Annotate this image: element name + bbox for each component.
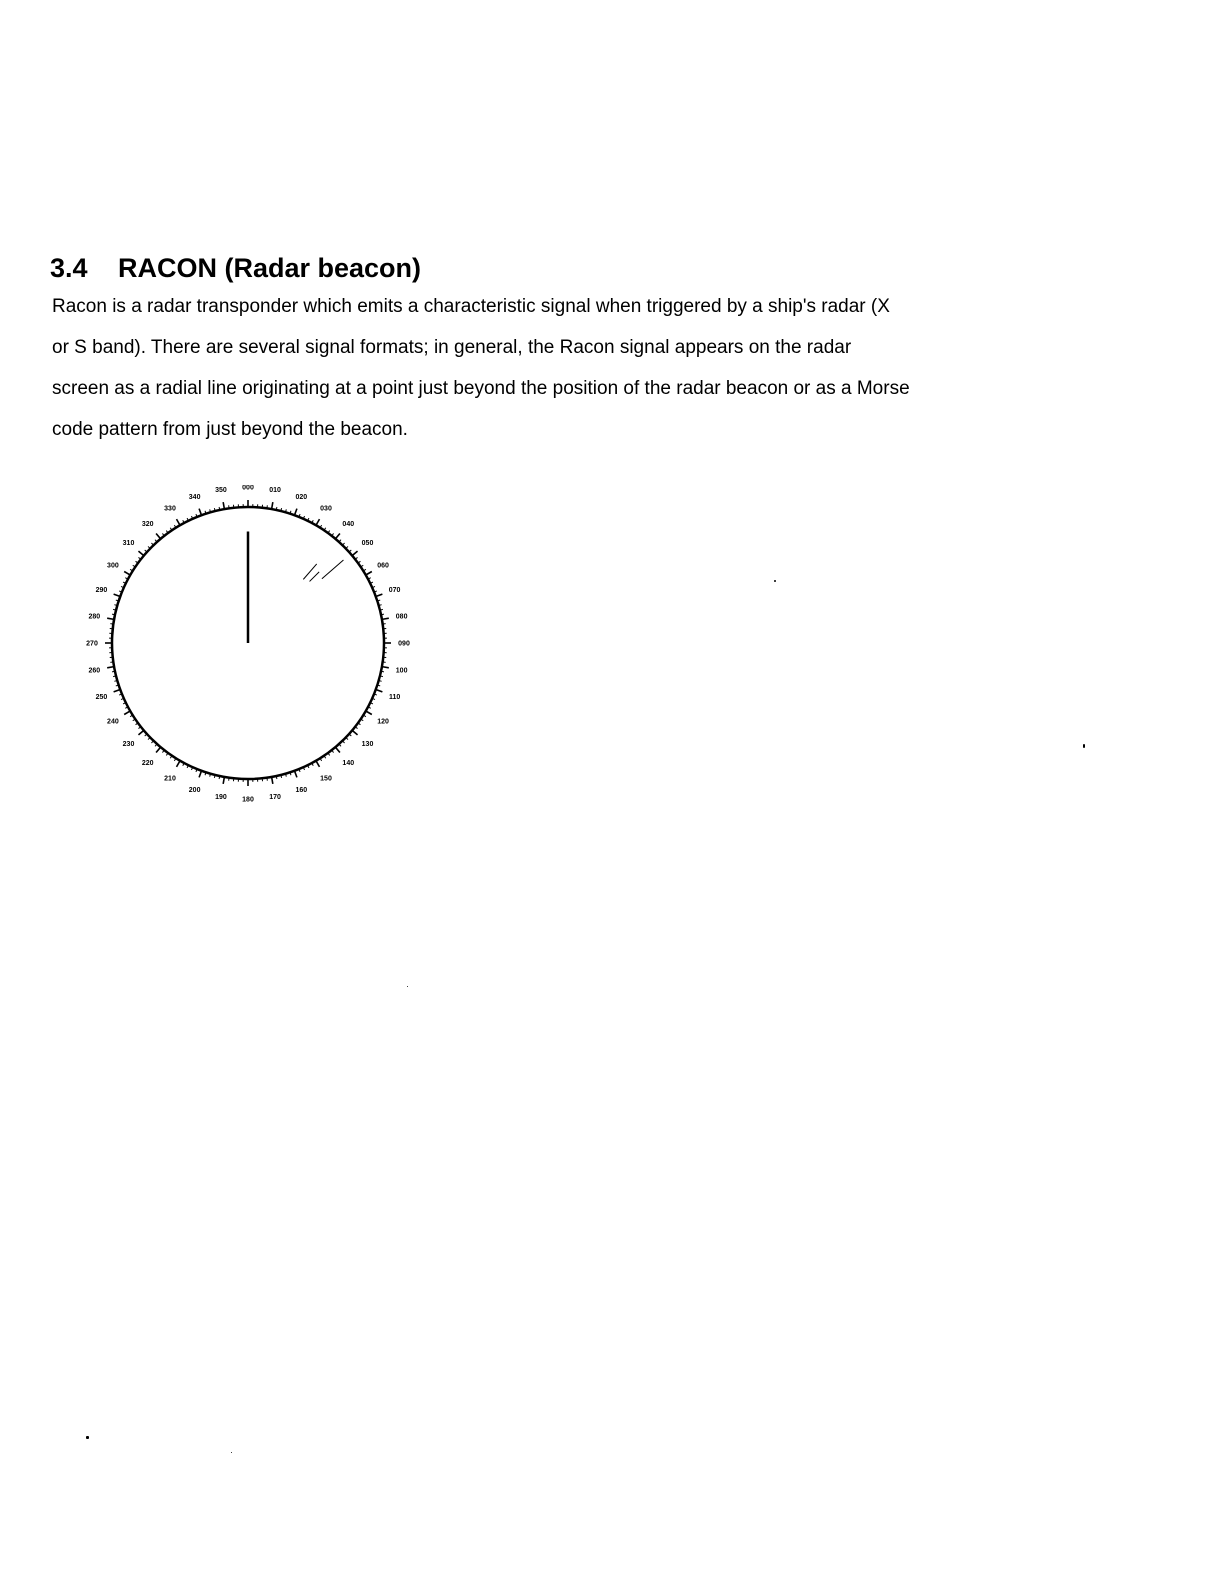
bearing-label: 080 [395,613,408,621]
body-paragraph [52,286,1002,450]
bearing-tick [276,776,277,779]
bearing-label: 160 [295,787,308,795]
bearing-tick [113,676,116,677]
bearing-tick [376,594,383,596]
bearing-label: 070 [388,587,401,595]
bearing-label: 150 [320,775,332,783]
bearing-label: 350 [215,486,227,494]
bearing-tick [138,730,143,735]
bearing-tick [281,508,282,511]
bearing-tick [199,771,201,778]
bearing-tick [295,509,297,516]
bearing-label: 130 [361,740,374,748]
bearing-label: 090 [398,640,410,648]
bearing-tick [381,671,384,672]
bearing-label: 050 [361,540,374,548]
bearing-label: 280 [88,613,101,621]
bearing-label: 340 [188,493,201,501]
bearing-tick [381,614,384,615]
bearing-tick [124,572,130,576]
bearing-label: 120 [377,718,389,726]
bearing-tick [380,676,383,677]
bearing-label: 330 [164,505,176,513]
bearing-tick [366,711,372,715]
bearing-tick [316,761,320,767]
scan-speck [231,1452,232,1453]
bearing-tick [276,507,277,510]
bearing-label: 030 [320,505,332,513]
bearing-tick [316,519,320,525]
scan-speck [407,986,408,987]
bearing-tick [281,775,282,778]
bearing-label: 260 [88,667,101,675]
bearing-tick [380,609,383,610]
bearing-tick [199,509,201,516]
bearing-tick [214,775,215,778]
bearing-label: 020 [295,493,308,501]
bearing-label: 320 [141,521,154,528]
bearing-label: 200 [188,787,201,795]
bearing-label: 040 [342,521,355,528]
body-line: Racon is a radar transponder which emits a characteristic signal when triggered by a ship's radar (X [52,296,890,317]
bearing-label: 310 [122,540,135,548]
bearing-tick [177,519,181,525]
bearing-label: 220 [141,760,154,767]
bearing-tick [376,690,383,692]
body-line: code pattern from just beyond the beacon. [52,419,408,440]
scan-speck [86,1436,89,1439]
bearing-tick [156,747,161,752]
body-line: screen as a radial line originating at a point just beyond the position of the radar beacon or as a Morse [52,378,910,399]
bearing-label: 060 [377,562,389,570]
bearing-tick [366,572,372,576]
racon-morse-mark [310,572,320,582]
radar-screen-figure [80,485,420,805]
bearing-label: 190 [215,794,227,802]
bearing-label: 000 [242,485,254,492]
bearing-tick [156,533,161,538]
section-title: RACON (Radar beacon) [118,253,422,283]
bearing-label: 240 [107,718,119,726]
bearing-label: 250 [95,693,108,701]
body-line: or S band). There are several signal formats; in general, the Racon signal appears on the radar [52,337,852,358]
bearing-label: 140 [342,760,355,767]
bearing-label: 100 [395,667,408,675]
bearing-tick [219,507,220,510]
racon-morse-marks [303,560,343,581]
scan-speck [1083,744,1085,748]
racon-morse-mark [322,560,344,579]
bearing-tick [113,609,116,610]
bearing-label: 010 [269,486,281,494]
bearing-tick [112,671,115,672]
section-heading [50,250,421,286]
scan-speck [774,580,776,582]
bearing-tick [177,761,181,767]
bearing-tick [352,551,357,556]
bearing-tick [295,771,297,778]
section-number: 3.4 [50,253,88,283]
bearing-tick [112,614,115,615]
bearing-tick [114,594,121,596]
bearing-tick [335,533,340,538]
bearing-tick [138,551,143,556]
bearing-tick [219,776,220,779]
bearing-label: 110 [388,693,401,701]
bearing-tick [352,730,357,735]
racon-morse-mark [303,564,316,579]
bearing-label: 270 [86,640,98,648]
bearing-label: 290 [95,587,108,595]
bearing-label: 210 [164,775,176,783]
bearing-label: 230 [122,740,135,748]
bearing-label: 170 [269,794,281,802]
bearing-tick [214,508,215,511]
bearing-tick [124,711,130,715]
bearing-tick [335,747,340,752]
bearing-label: 300 [107,562,119,570]
bearing-tick [114,690,121,692]
bearing-label: 180 [242,796,254,804]
